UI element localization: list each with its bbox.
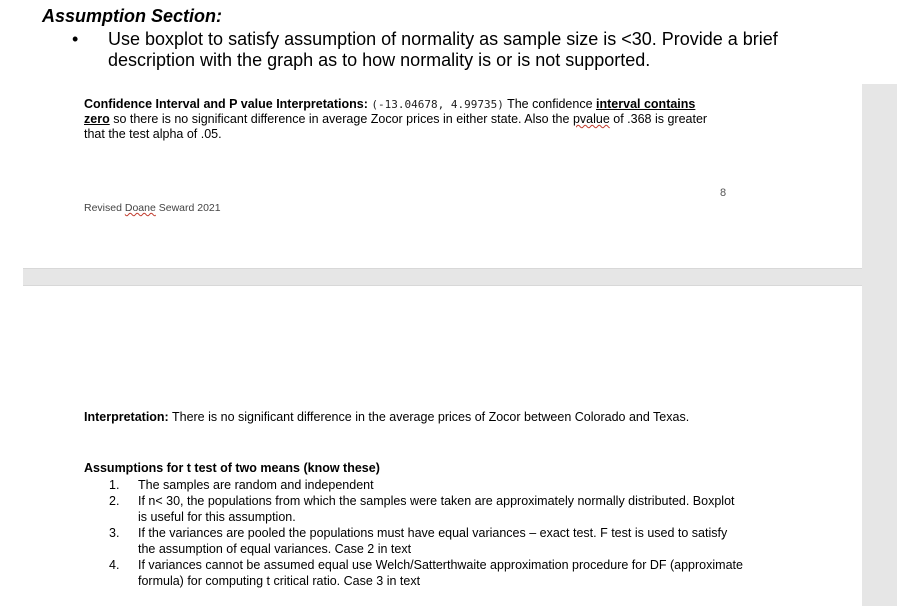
footer-revised: Revised xyxy=(84,202,122,214)
list-item xyxy=(84,557,744,589)
viewer-side-margin xyxy=(862,84,897,606)
list-item-text: If variances cannot be assumed equal use Welch/Satterthwaite approximation procedure for DF (approximate formula) for computing t critical ratio. Case 3 in text xyxy=(138,558,743,588)
interpretation-label: Interpretation: xyxy=(84,410,169,424)
bullet-marker: • xyxy=(72,29,79,49)
ci-heading: Confidence Interval and P value Interpretations: xyxy=(84,97,368,111)
list-item-text: The samples are random and independent xyxy=(138,478,374,492)
footer-doane[interactable]: Doane xyxy=(124,202,156,214)
bullet-text: Use boxplot to satisfy assumption of normality as sample size is <30. Provide a brief description with the graph as to how normality is or is not supported. xyxy=(108,29,778,70)
ci-underlined: interval contains zero xyxy=(84,97,696,126)
interpretation-text: There is no significant difference in the average prices of Zocor between Colorado and Texas. xyxy=(171,410,690,424)
page-footer xyxy=(84,202,221,214)
ci-pvalue-word[interactable]: pvalue xyxy=(572,112,610,126)
ci-text-c: of .368 is greater that the test alpha of .05. xyxy=(84,112,708,141)
ci-text-b: so there is no significant difference in average Zocor prices in either state. Also the xyxy=(113,112,570,126)
page-break-gap xyxy=(23,268,862,286)
page-number: 8 xyxy=(720,187,727,199)
section-title: Assumption Section: xyxy=(42,6,223,26)
list-item-text: If the variances are pooled the populations must have equal variances – exact test. F test is used to satisfy the assumption of equal variances. Case 2 in text xyxy=(138,526,728,556)
list-item-number: 2. xyxy=(109,494,120,508)
ci-interval: (-13.04678, 4.99735) xyxy=(371,98,504,111)
interpretation-paragraph xyxy=(84,410,704,425)
assumptions-list xyxy=(84,477,744,589)
list-item-number: 4. xyxy=(109,558,120,572)
ci-interpretation xyxy=(84,97,724,142)
footer-seward: Seward 2021 xyxy=(158,202,221,214)
list-item-number: 3. xyxy=(109,526,120,540)
list-item xyxy=(84,525,744,557)
list-item xyxy=(84,493,744,525)
ci-text-a: The confidence xyxy=(507,97,593,111)
list-item xyxy=(84,477,744,493)
list-item-text: If n< 30, the populations from which the samples were taken are approximately normally distributed. Boxplot is useful for this assumption. xyxy=(138,494,735,524)
list-item-number: 1. xyxy=(109,478,120,492)
assumptions-heading: Assumptions for t test of two means (know these) xyxy=(84,461,380,475)
